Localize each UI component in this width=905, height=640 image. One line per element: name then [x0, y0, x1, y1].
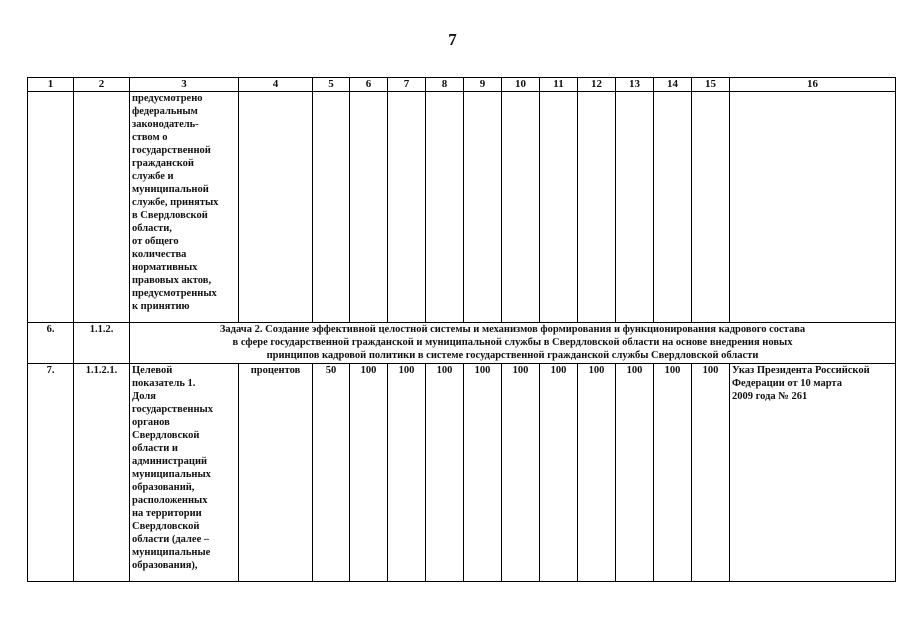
- table-cell: [730, 92, 896, 323]
- value-cell: 50: [313, 364, 350, 582]
- value-cell: 100: [654, 364, 692, 582]
- value-cell: 100: [578, 364, 616, 582]
- table-row: [28, 364, 896, 582]
- column-header: 8: [426, 78, 464, 92]
- column-header: 4: [239, 78, 313, 92]
- table-cell: [654, 92, 692, 323]
- page-number: 7: [448, 30, 457, 49]
- column-header: 14: [654, 78, 692, 92]
- column-header: 5: [313, 78, 350, 92]
- value-cell: 100: [692, 364, 730, 582]
- indicator-text: предусмотрено федеральным законодатель- ством о государственной гражданской службе и муниципальной службе, принятых в Свердловской области, от общего количества нормативных правовых актов, предусмотренных к принятию: [130, 92, 239, 323]
- column-header: 15: [692, 78, 730, 92]
- value-cell: 100: [350, 364, 388, 582]
- column-header: 1: [28, 78, 74, 92]
- column-header: 11: [540, 78, 578, 92]
- column-header: 7: [388, 78, 426, 92]
- table-cell: [350, 92, 388, 323]
- header-row: [28, 78, 896, 92]
- value-cell: 100: [502, 364, 540, 582]
- table-cell: [239, 92, 313, 323]
- value-cell: 100: [426, 364, 464, 582]
- table-row: [28, 323, 896, 364]
- table-cell: [578, 92, 616, 323]
- table-cell: [692, 92, 730, 323]
- table-cell: [313, 92, 350, 323]
- column-header: 13: [616, 78, 654, 92]
- column-header: 16: [730, 78, 896, 92]
- column-header: 10: [502, 78, 540, 92]
- column-header: 6: [350, 78, 388, 92]
- value-cell: 100: [464, 364, 502, 582]
- table-cell: [388, 92, 426, 323]
- value-cell: 100: [616, 364, 654, 582]
- program-table: [27, 77, 896, 582]
- task-heading: Задача 2. Создание эффективной целостной системы и механизмов формирования и функционирования кадрового состава в сфере государственной гражданской и муниципальной службы в Свердловской области на основе внедрения новых принципов кадровой политики в системе государственной гражданской службы Свердловской области: [130, 323, 896, 364]
- table-cell: [28, 92, 74, 323]
- row-number: 6.: [28, 323, 74, 364]
- table-cell: [464, 92, 502, 323]
- column-header: 3: [130, 78, 239, 92]
- column-header: 12: [578, 78, 616, 92]
- table-cell: [502, 92, 540, 323]
- row-code: 1.1.2.1.: [74, 364, 130, 582]
- value-cell: 100: [388, 364, 426, 582]
- indicator-text: Целевой показатель 1. Доля государственных органов Свердловской области и администраций муниципальных образований, расположенных на территории Свердловской области (далее – муниципальные образования),: [130, 364, 239, 582]
- row-code: 1.1.2.: [74, 323, 130, 364]
- table-cell: [74, 92, 130, 323]
- source-reference: Указ Президента Российской Федерации от 10 марта 2009 года № 261: [730, 364, 896, 582]
- unit-cell: процентов: [239, 364, 313, 582]
- value-cell: 100: [540, 364, 578, 582]
- column-header: 2: [74, 78, 130, 92]
- table-row: [28, 92, 896, 323]
- table-cell: [540, 92, 578, 323]
- table-cell: [426, 92, 464, 323]
- row-number: 7.: [28, 364, 74, 582]
- column-header: 9: [464, 78, 502, 92]
- table-cell: [616, 92, 654, 323]
